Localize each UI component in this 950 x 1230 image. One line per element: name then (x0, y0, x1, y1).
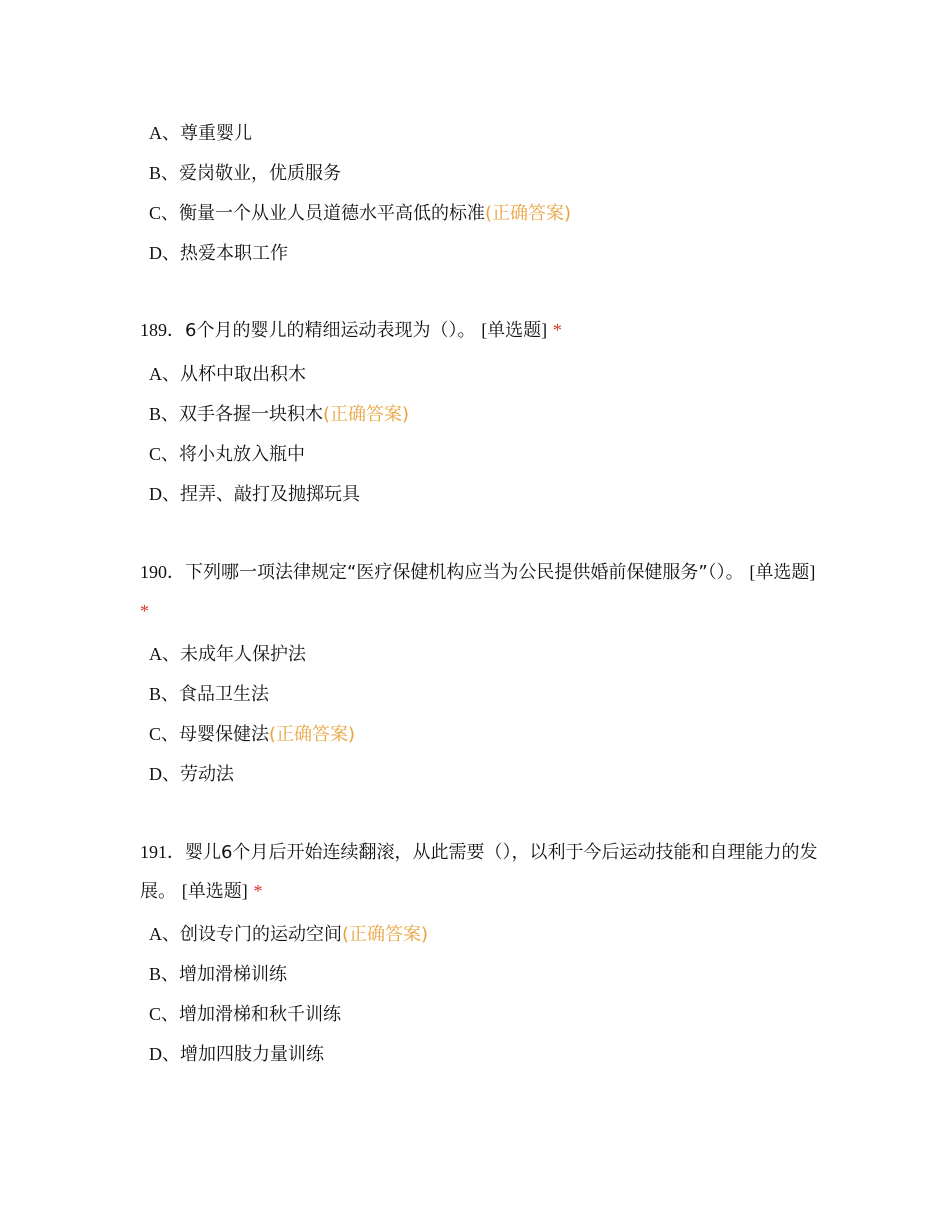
correct-answer-label: (正确答案) (323, 404, 410, 425)
option-text: 衡量一个从业人员道德水平高低的标准 (179, 203, 486, 224)
question-type: [单选题] (181, 881, 248, 901)
question-type: [单选题] (749, 562, 816, 582)
option-text: 爱岗敬业，优质服务 (179, 163, 342, 184)
option-text: 双手各握一块积木 (179, 404, 324, 425)
option-text: 尊重婴儿 (180, 123, 252, 144)
option-b[interactable] (149, 682, 269, 707)
option-text: 热爱本职工作 (180, 243, 288, 264)
option-d[interactable] (149, 482, 360, 507)
option-letter: D、 (149, 484, 180, 504)
option-text: 母婴保健法 (179, 724, 270, 745)
option-a[interactable] (149, 922, 428, 947)
option-letter: A、 (149, 123, 180, 143)
question-189-title (140, 311, 820, 350)
question-number: 189． (140, 320, 185, 340)
option-d[interactable] (149, 1042, 324, 1067)
correct-answer-label: (正确答案) (342, 924, 429, 945)
question-190-title (140, 553, 820, 631)
correct-answer-label: (正确答案) (269, 724, 356, 745)
option-text: 增加滑梯和秋千训练 (179, 1004, 342, 1025)
option-a[interactable] (149, 362, 306, 387)
option-b[interactable] (149, 161, 341, 186)
option-text: 劳动法 (180, 764, 234, 785)
question-text: 下列哪一项法律规定“医疗保健机构应当为公民提供婚前保健服务”（）。 (185, 562, 744, 583)
option-c[interactable] (149, 722, 355, 747)
question-type: [单选题] (481, 320, 548, 340)
option-text: 增加四肢力量训练 (180, 1044, 324, 1065)
option-letter: B、 (149, 964, 180, 984)
option-text: 食品卫生法 (179, 684, 270, 705)
option-letter: A、 (149, 644, 180, 664)
option-letter: C、 (149, 1004, 180, 1024)
option-letter: C、 (149, 724, 180, 744)
option-letter: D、 (149, 243, 180, 263)
option-b[interactable] (149, 962, 287, 987)
option-text: 创设专门的运动空间 (180, 924, 342, 945)
option-letter: B、 (149, 684, 180, 704)
option-text: 增加滑梯训练 (179, 964, 288, 985)
required-mark: * (552, 320, 562, 340)
option-text: 将小丸放入瓶中 (179, 444, 306, 465)
question-text: 6个月的婴儿的精细运动表现为（）。 (185, 320, 476, 341)
option-letter: B、 (149, 163, 180, 183)
option-b[interactable] (149, 402, 409, 427)
required-mark: * (253, 881, 263, 901)
option-letter: A、 (149, 924, 180, 944)
option-letter: D、 (149, 764, 180, 784)
option-d[interactable] (149, 762, 234, 787)
option-a[interactable] (149, 121, 252, 146)
option-letter: C、 (149, 203, 180, 223)
option-letter: B、 (149, 404, 180, 424)
option-text: 未成年人保护法 (180, 644, 306, 665)
option-d[interactable] (149, 241, 288, 266)
option-c[interactable] (149, 442, 305, 467)
option-c[interactable] (149, 1002, 341, 1027)
question-number: 191． (140, 842, 185, 862)
question-191-title (140, 833, 820, 911)
question-text: 婴儿6个月后开始连续翻滚，从此需要（），以利于今后运动技能和自理能力的发展。 (140, 842, 818, 902)
required-mark: * (140, 601, 149, 621)
option-a[interactable] (149, 642, 306, 667)
question-number: 190． (140, 562, 185, 582)
correct-answer-label: (正确答案) (485, 203, 572, 224)
option-letter: A、 (149, 364, 180, 384)
option-c[interactable] (149, 201, 571, 226)
option-letter: C、 (149, 444, 180, 464)
option-letter: D、 (149, 1044, 180, 1064)
option-text: 从杯中取出积木 (180, 364, 306, 385)
option-text: 捏弄、敲打及抛掷玩具 (180, 484, 360, 505)
